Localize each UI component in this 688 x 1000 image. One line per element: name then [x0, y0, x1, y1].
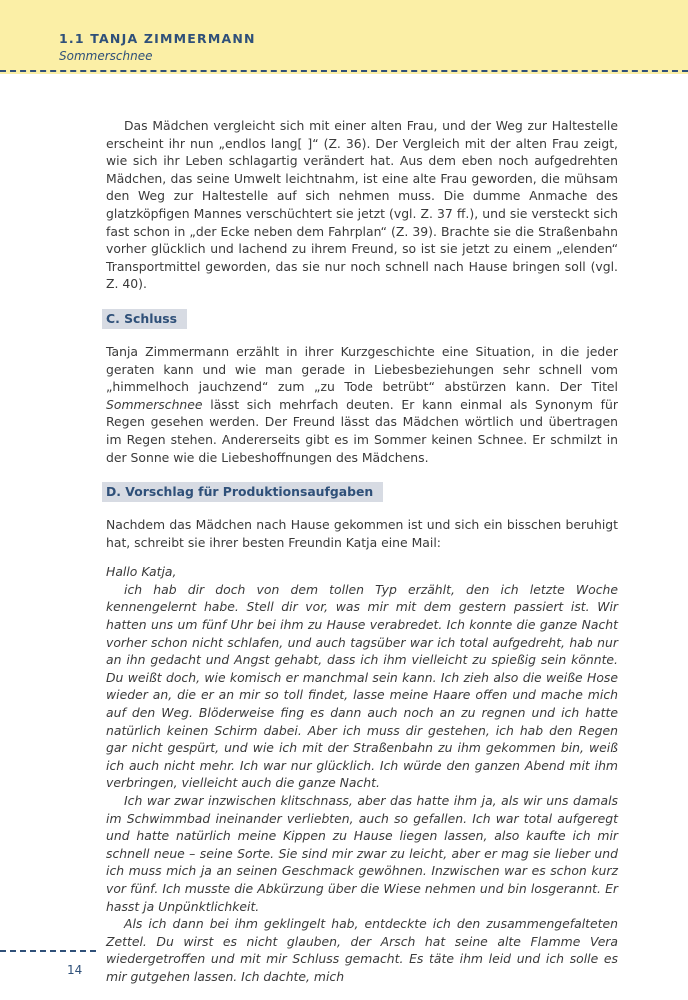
- header-divider: [0, 70, 688, 72]
- page-header: [0, 0, 688, 74]
- mail-paragraph: Ich war zwar inzwischen klitschnass, aber das hatte ihm ja, als wir uns damals im Schwimmbad ineinander verliebten, auch so gefallen. Ich war total aufgeregt und hatte natürlich meine Kippen zu Hause liegen lassen, also kaufte ich mir schnell neue – seine Sorte. Sie sind mir zwar zu leicht, aber er mag sie lieber und ich muss mich ja an seinen Geschmack gewöhnen. Inzwischen war es schon kurz vor fünf. Ich musste die Abkürzung über die Wiese nehmen und bin losgerannt. Er hasst ja Unpünktlichkeit.: [106, 793, 618, 914]
- heading-schluss: C. Schluss: [102, 309, 187, 329]
- heading-block-d: [106, 482, 618, 502]
- mail-text: [106, 563, 618, 985]
- schluss-text-2: lässt sich mehrfach deuten. Er kann einmal als Synonym für Regen gesehen werden. Der Freund lässt das Mädchen wörtlich und übertragen im Regen stehen. Andererseits gibt es im Sommer keinen Schnee. Er schmilzt in der Sonne wie die Liebeshoffnungen des Mädchens.: [106, 396, 618, 465]
- footer-divider: [0, 950, 96, 952]
- page-body: [106, 117, 618, 986]
- schluss-paragraph: [106, 343, 618, 466]
- mail-paragraph: ich hab dir doch von dem tollen Typ erzählt, den ich letzte Woche kennengelernt habe. Stell dir vor, was mir mit dem gestern passiert ist. Wir hatten uns um fünf Uhr bei ihm zu Hause verabredet. Ich konnte die ganze Nacht vorher schon nicht schlafen, und auch tagsüber war ich total aufgedreht, hab nur an ihn gedacht und Angst gehabt, dass ich ihm vielleicht zu spießig sein könnte. Du weißt doch, wie komisch er manchmal sein kann. Ich zieh also die weiße Hose wieder an, die er an mir so toll findet, lasse meine Haare offen und mache mich auf den Weg. Blöderweise fing es dann auch noch an zu regnen und ich hatte natürlich keinen Schirm dabei. Aber ich muss dir gestehen, ich hab den Regen gar nicht gespürt, und wie ich mit der Straßenbahn zu ihm gekommen bin, weiß ich auch nicht mehr. Ich war nur glücklich. Ich würde den ganzen Abend mit ihm verbringen, vielleicht auch die ganze Nacht.: [106, 581, 618, 791]
- section-title: 1.1 TANJA ZIMMERMANN: [59, 31, 256, 46]
- task-paragraph: Nachdem das Mädchen nach Hause gekommen ist und sich ein bisschen beruhigt hat, schreibt sie ihrer besten Freundin Katja eine Mail:: [106, 517, 618, 550]
- title-reference: Sommerschnee: [106, 396, 203, 412]
- heading-block-c: [106, 309, 618, 329]
- analysis-paragraph: Das Mädchen vergleicht sich mit einer alten Frau, und der Weg zur Haltestelle erscheint ihr nun „endlos lang[ ]“ (Z. 36). Der Vergleich mit der alten Frau zeigt, wie sich ihr Leben schlagartig verändert hat. Aus dem eben noch aufgedrehten Mädchen, das seine Umwelt leichtnahm, ist eine alte Frau geworden, die mühsam den Weg zur Haltestelle auf sich nehmen muss. Die dumme Anmache des glatzköpfigen Mannes verschüchtert sie jetzt (vgl. Z. 37 ff.), und sie versteckt sich fast schon in „der Ecke neben dem Fahrplan“ (Z. 39). Brachte sie die Straßenbahn vorher glücklich und lachend zu ihrem Freund, so ist sie jetzt zu einem „elenden“ Transportmittel geworden, das sie nur noch schnell nach Hause bringen soll (vgl. Z. 40).: [106, 118, 618, 292]
- mail-paragraph: Als ich dann bei ihm geklingelt hab, entdeckte ich den zusammengefalteten Zettel. Du wirst es nicht glauben, der Arsch hat seine alte Flamme Vera wiedergetroffen und mit mir Schluss gemacht. Es täte ihm leid und ich solle es mir gutgehen lassen. Ich dachte, mich: [106, 916, 618, 984]
- page-number: 14: [67, 963, 83, 977]
- section-subtitle: Sommerschnee: [59, 49, 153, 63]
- mail-greeting: Hallo Katja,: [106, 564, 177, 580]
- heading-produktionsaufgaben: D. Vorschlag für Produktionsaufgaben: [102, 482, 383, 502]
- schluss-text-1: Tanja Zimmermann erzählt in ihrer Kurzgeschichte eine Situation, in die jeder geraten kann und wie man gerade in Liebesbeziehungen sehr schnell vom „himmelhoch jauchzend“ zum „zu Tode betrübt“ abstürzen kann. Der Titel: [106, 343, 618, 395]
